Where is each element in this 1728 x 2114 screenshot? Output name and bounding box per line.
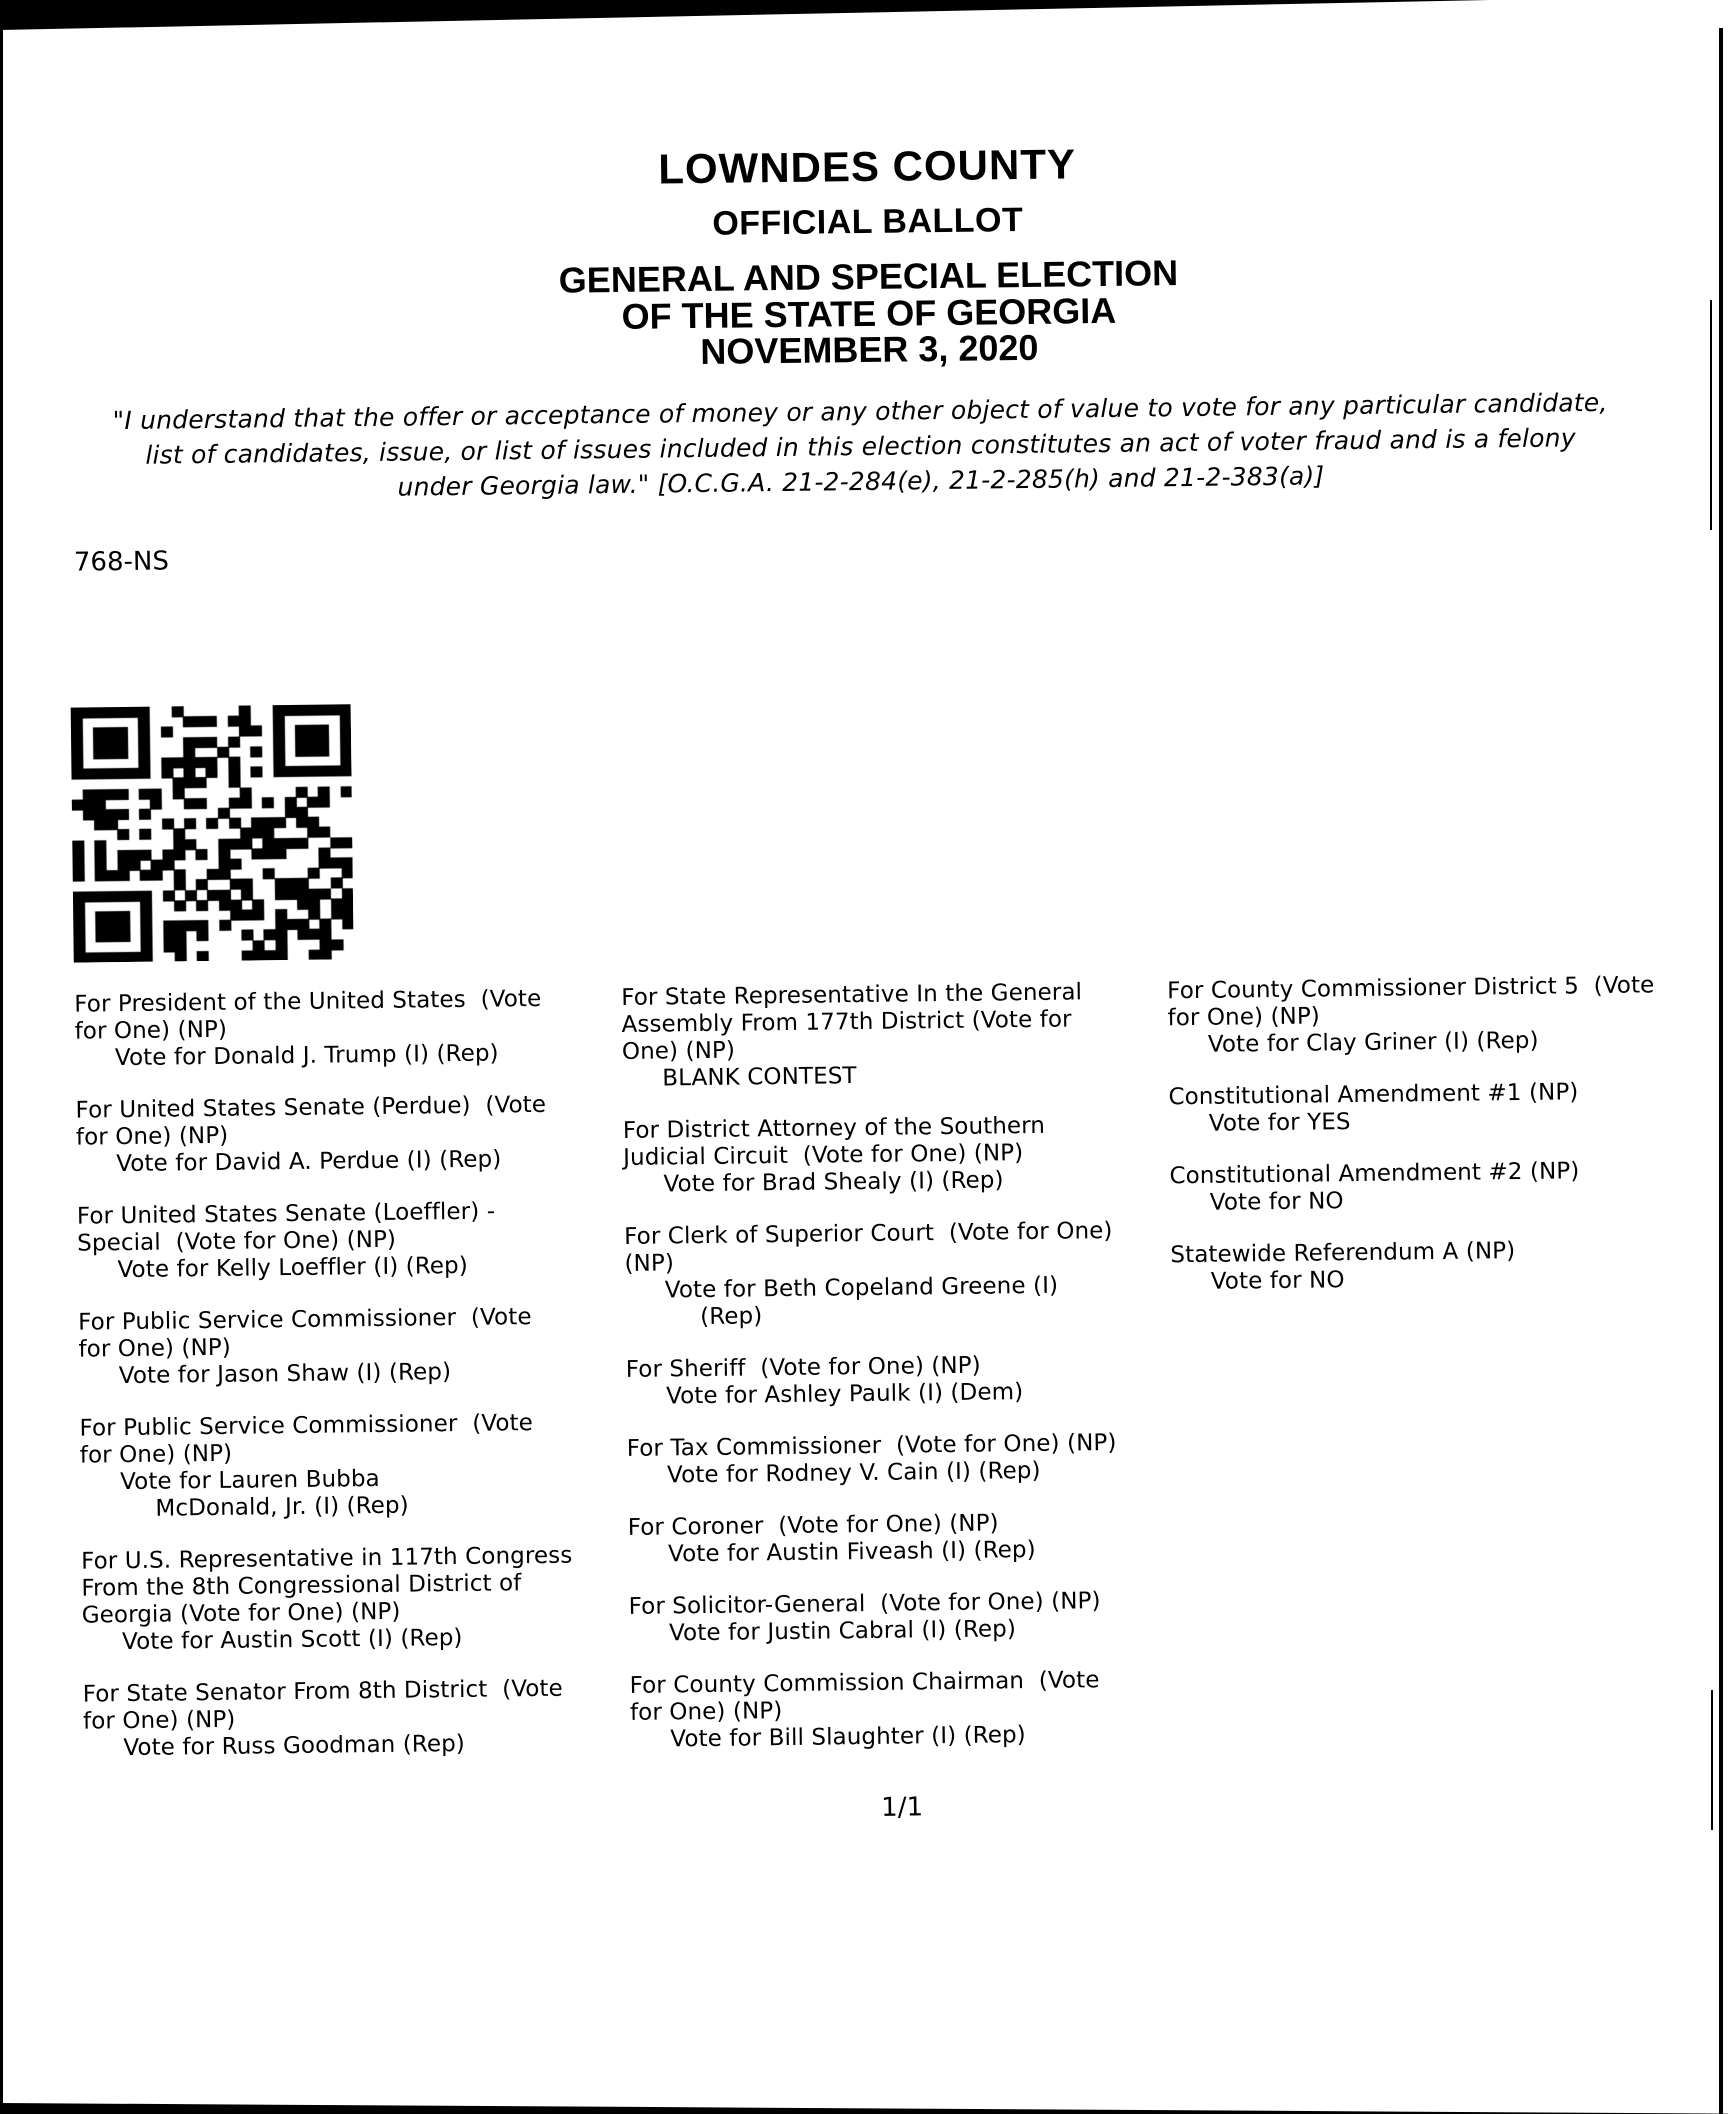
contest-title-line: For Sheriff (Vote for One) (NP)	[625, 1352, 981, 1383]
contest	[629, 1587, 1175, 1648]
contest-title-line: For State Representative In the General	[621, 979, 1083, 1011]
contest	[77, 1197, 623, 1285]
vote-selection-line: Vote for Jason Shaw (I) (Rep)	[118, 1359, 452, 1390]
contest-title-line: For Public Service Commissioner (Vote	[78, 1304, 532, 1336]
county-title: LOWNDES COUNTY	[658, 140, 1077, 193]
contest-title-line: (NP)	[624, 1250, 675, 1277]
contest	[74, 985, 620, 1073]
contest-title-line: For District Attorney of the Southern	[622, 1112, 1046, 1144]
contest-title-line: for One) (NP)	[75, 1122, 229, 1151]
contest-title-line: For President of the United States (Vote	[74, 985, 542, 1018]
vote-selection-line: Vote for NO	[1209, 1188, 1344, 1216]
vote-selection-line: Vote for Beth Copeland Greene (I)	[664, 1272, 1059, 1304]
contest-title-line: For County Commission Chairman (Vote	[629, 1667, 1100, 1699]
contest	[83, 1675, 629, 1763]
vote-selection-line: Vote for Russ Goodman (Rep)	[123, 1730, 466, 1762]
contest-title-line: for One) (NP)	[79, 1440, 233, 1469]
contest-title-line: for One) (NP)	[74, 1016, 228, 1045]
contest	[75, 1091, 621, 1179]
contest	[78, 1303, 624, 1391]
contest	[1170, 1235, 1727, 1296]
contest-title-line: For Public Service Commissioner (Vote	[79, 1410, 534, 1442]
contest-title-line: Statewide Referendum A (NP)	[1170, 1238, 1516, 1269]
contest	[624, 1217, 1170, 1332]
vote-selection-line: Vote for Brad Shealy (I) (Rep)	[663, 1167, 1004, 1198]
contest-title-line: For Clerk of Superior Court (Vote for One)	[624, 1217, 1113, 1250]
contest-column-2	[621, 978, 1176, 1779]
ballot-style-code: 768-NS	[73, 546, 170, 578]
contest	[1169, 1156, 1726, 1217]
vote-selection-line: Vote for Austin Fiveash (I) (Rep)	[667, 1536, 1036, 1568]
contest-title-line: For State Senator From 8th District (Vote	[82, 1675, 564, 1708]
contest	[81, 1542, 627, 1657]
qr-code	[71, 704, 354, 962]
contest-title-line: for One) (NP)	[78, 1334, 232, 1363]
contest-title-line: Judicial Circuit (Vote for One) (NP)	[623, 1140, 1024, 1171]
contest-title-line: for One) (NP)	[1167, 1003, 1321, 1032]
vote-selection-line: (Rep)	[700, 1303, 763, 1331]
contest	[79, 1409, 625, 1524]
vote-selection-line: McDonald, Jr. (I) (Rep)	[155, 1492, 409, 1522]
contest-title-line: One) (NP)	[621, 1037, 736, 1065]
contest	[621, 978, 1167, 1093]
contest-title-line: Special (Vote for One) (NP)	[77, 1226, 397, 1257]
contest-title-line: For United States Senate (Perdue) (Vote	[75, 1091, 547, 1124]
fraud-disclaimer-line-3: under Georgia law." [O.C.G.A. 21-2-284(e), 21-2-285(h) and 21-2-383(a)]	[397, 461, 1325, 502]
vote-selection-line: Vote for Austin Scott (I) (Rep)	[121, 1624, 463, 1656]
contest	[627, 1429, 1173, 1490]
contest	[623, 1111, 1169, 1199]
vote-selection-line: Vote for Bill Slaughter (I) (Rep)	[670, 1722, 1026, 1753]
contest	[628, 1508, 1174, 1569]
vote-selection-line: Vote for Clay Griner (I) (Rep)	[1207, 1027, 1539, 1058]
contest	[1168, 1077, 1725, 1138]
fraud-disclaimer-line-1: "I understand that the offer or acceptance of money or any other object of value to vote for any particular candidate,	[112, 387, 1608, 436]
contest	[630, 1666, 1176, 1754]
election-name-line-1: GENERAL AND SPECIAL ELECTION	[558, 252, 1179, 301]
vote-selection-line: Vote for NO	[1210, 1267, 1345, 1295]
contest	[626, 1350, 1172, 1411]
contest-title-line: Constitutional Amendment #2 (NP)	[1169, 1158, 1580, 1190]
contest-title-line: For United States Senate (Loeffler) -	[76, 1198, 496, 1230]
election-date-line: NOVEMBER 3, 2020	[700, 326, 1039, 372]
contest-title-line: From the 8th Congressional District of	[81, 1570, 522, 1602]
contest-title-line: For County Commissioner District 5 (Vote	[1167, 972, 1655, 1005]
fraud-disclaimer-line-2: list of candidates, issue, or list of issues included in this election constitutes an act of voter fraud and is a felony	[145, 423, 1576, 470]
contest-title-line: For U.S. Representative in 117th Congress	[80, 1542, 573, 1575]
contest-title-line: For Solicitor-General (Vote for One) (NP)	[628, 1588, 1101, 1620]
election-name-line-2: OF THE STATE OF GEORGIA	[621, 289, 1117, 337]
vote-selection-line: BLANK CONTEST	[662, 1063, 857, 1092]
vote-selection-line: Vote for Rodney V. Cain (I) (Rep)	[666, 1457, 1041, 1489]
contest-column-3	[1167, 971, 1727, 1321]
contest-title-line: Assembly From 177th District (Vote for	[621, 1006, 1072, 1038]
contest-title-line: for One) (NP)	[82, 1706, 236, 1735]
vote-selection-line: Vote for David A. Perdue (I) (Rep)	[116, 1146, 502, 1178]
vote-selection-line: Vote for YES	[1208, 1109, 1351, 1137]
vote-selection-line: Vote for Justin Cabral (I) (Rep)	[668, 1616, 1017, 1647]
vote-selection-line: Vote for Donald J. Trump (I) (Rep)	[114, 1040, 499, 1072]
contest-title-line: Constitutional Amendment #1 (NP)	[1168, 1079, 1579, 1111]
contest-title-line: for One) (NP)	[629, 1698, 783, 1726]
contest-title-line: For Coroner (Vote for One) (NP)	[627, 1510, 999, 1541]
contest-column-1	[74, 985, 629, 1788]
page-number: 1/1	[880, 1792, 924, 1823]
contest	[1167, 971, 1724, 1059]
ballot-type-heading: OFFICIAL BALLOT	[712, 200, 1024, 243]
vote-selection-line: Vote for Kelly Loeffler (I) (Rep)	[117, 1252, 469, 1284]
vote-selection-line: Vote for Lauren Bubba	[119, 1465, 380, 1496]
contest-title-line: Georgia (Vote for One) (NP)	[81, 1598, 401, 1629]
contest-title-line: For Tax Commissioner (Vote for One) (NP)	[626, 1429, 1117, 1462]
vote-selection-line: Vote for Ashley Paulk (I) (Dem)	[665, 1379, 1024, 1410]
